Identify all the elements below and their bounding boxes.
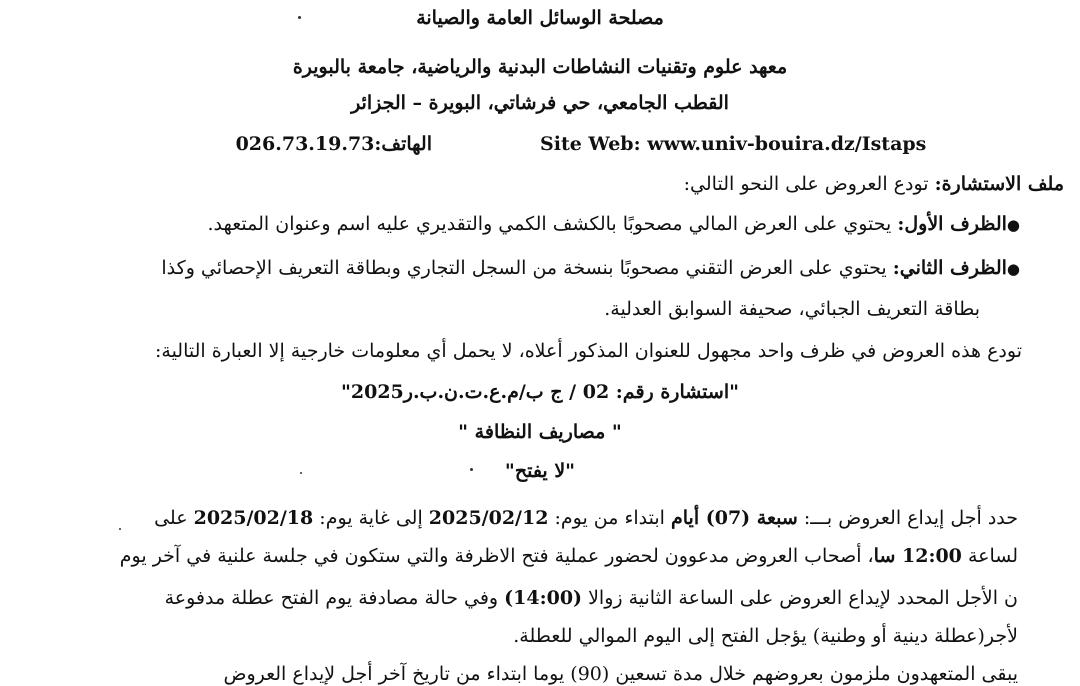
deadline-text: وفي حالة مصادفة يوم الفتح عطلة مدفوعة (164, 587, 505, 609)
envelope-one (207, 212, 1020, 237)
header-phone (232, 132, 432, 156)
opening-hour: (14:00) (504, 587, 583, 609)
deadline-text: لساعة (961, 545, 1018, 567)
scan-speck (470, 468, 473, 471)
header-department: مصلحة الوسائل العامة والصيانة (416, 7, 664, 29)
consultation-reference: "استشارة رقم: 02 / ج ب/م.ع.ت.ن.ب.ر2025" (340, 381, 740, 403)
deadline-text: ابتداء من يوم: (548, 507, 671, 529)
bullet-icon: ● (1006, 216, 1020, 234)
deadline-text: إلى غاية يوم: (313, 507, 429, 529)
deadline-paragraph-line-4: لأجر(عطلة دينية أو وطنية) يؤجل الفتح إلى اليوم الموالي للعطلة. (513, 625, 1018, 647)
deadline-hour: 12:00 سا (873, 545, 962, 567)
deadline-end-date: 2025/02/18 (193, 507, 314, 529)
deadline-paragraph-line-2 (120, 544, 1018, 568)
scan-speck (298, 16, 301, 19)
file-label: ملف الاستشارة: (934, 173, 1064, 195)
consultation-file-intro (684, 172, 1064, 196)
deadline-text: ، أصحاب العروض مدعوون لحضور عملية فتح الاظرفة والتي ستكون في جلسة علنية في آخر يوم (119, 545, 874, 567)
deadline-paragraph-line-1 (154, 506, 1018, 530)
deadline-paragraph-line-5: يبقى المتعهدون ملزمون بعروضهم خلال مدة تسعين (90) يوما ابتداء من تاريخ آخر أجل لإيداع العروض (223, 663, 1018, 685)
scan-speck (300, 472, 302, 474)
envelope-one-text: يحتوي على العرض المالي مصحوبًا بالكشف الكمي والتقديري عليه اسم وعنوان المتعهد. (207, 213, 898, 235)
bullet-icon: ● (1006, 260, 1020, 278)
envelope-two (161, 256, 1020, 281)
deadline-text: حدد أجل إيداع العروض بـــ: (797, 507, 1018, 529)
phone-number: 026.73.19.73 (235, 133, 375, 155)
phone-label: الهاتف: (374, 133, 432, 155)
envelope-two-text: يحتوي على العرض التقني مصحوبًا بنسخة من السجل التجاري وبطاقة التعريف الإحصائي وكذا (161, 257, 893, 279)
website-url: www.univ-bouira.dz/Istaps (647, 133, 927, 155)
deadline-text: ن الأجل المحدد لإيداع العروض على الساعة الثانية زوالا (582, 587, 1018, 609)
header-address: القطب الجامعي، حي فرشاتي، البويرة – الجزائر (351, 92, 729, 114)
deadline-paragraph-line-3 (165, 586, 1018, 610)
file-text: تودع العروض على النحو التالي: (683, 173, 935, 195)
consultation-subject: " مصاريف النظافة " (458, 421, 622, 443)
envelope-two-continued: بطاقة التعريف الجبائي، صحيفة السوابق العدلية. (604, 298, 980, 320)
envelope-two-label: الظرف الثاني: (892, 257, 1007, 279)
do-not-open-label: "لا يفتح" (504, 460, 576, 482)
website-label: Site Web: (540, 133, 641, 155)
deadline-text: على (154, 507, 194, 529)
deposit-instructions: تودع هذه العروض في ظرف واحد مجهول للعنوان المذكور أعلاه، لا يحمل أي معلومات خارجية إلا العبارة التالية: (154, 340, 1022, 362)
deadline-days: سبعة (07) أيام (670, 507, 798, 529)
envelope-one-label: الظرف الأول: (897, 213, 1007, 235)
header-institute: معهد علوم وتقنيات النشاطات البدنية والرياضية، جامعة بالبويرة (292, 56, 788, 78)
scan-speck (119, 528, 121, 530)
header-website (540, 132, 926, 156)
deadline-start-date: 2025/02/12 (428, 507, 549, 529)
